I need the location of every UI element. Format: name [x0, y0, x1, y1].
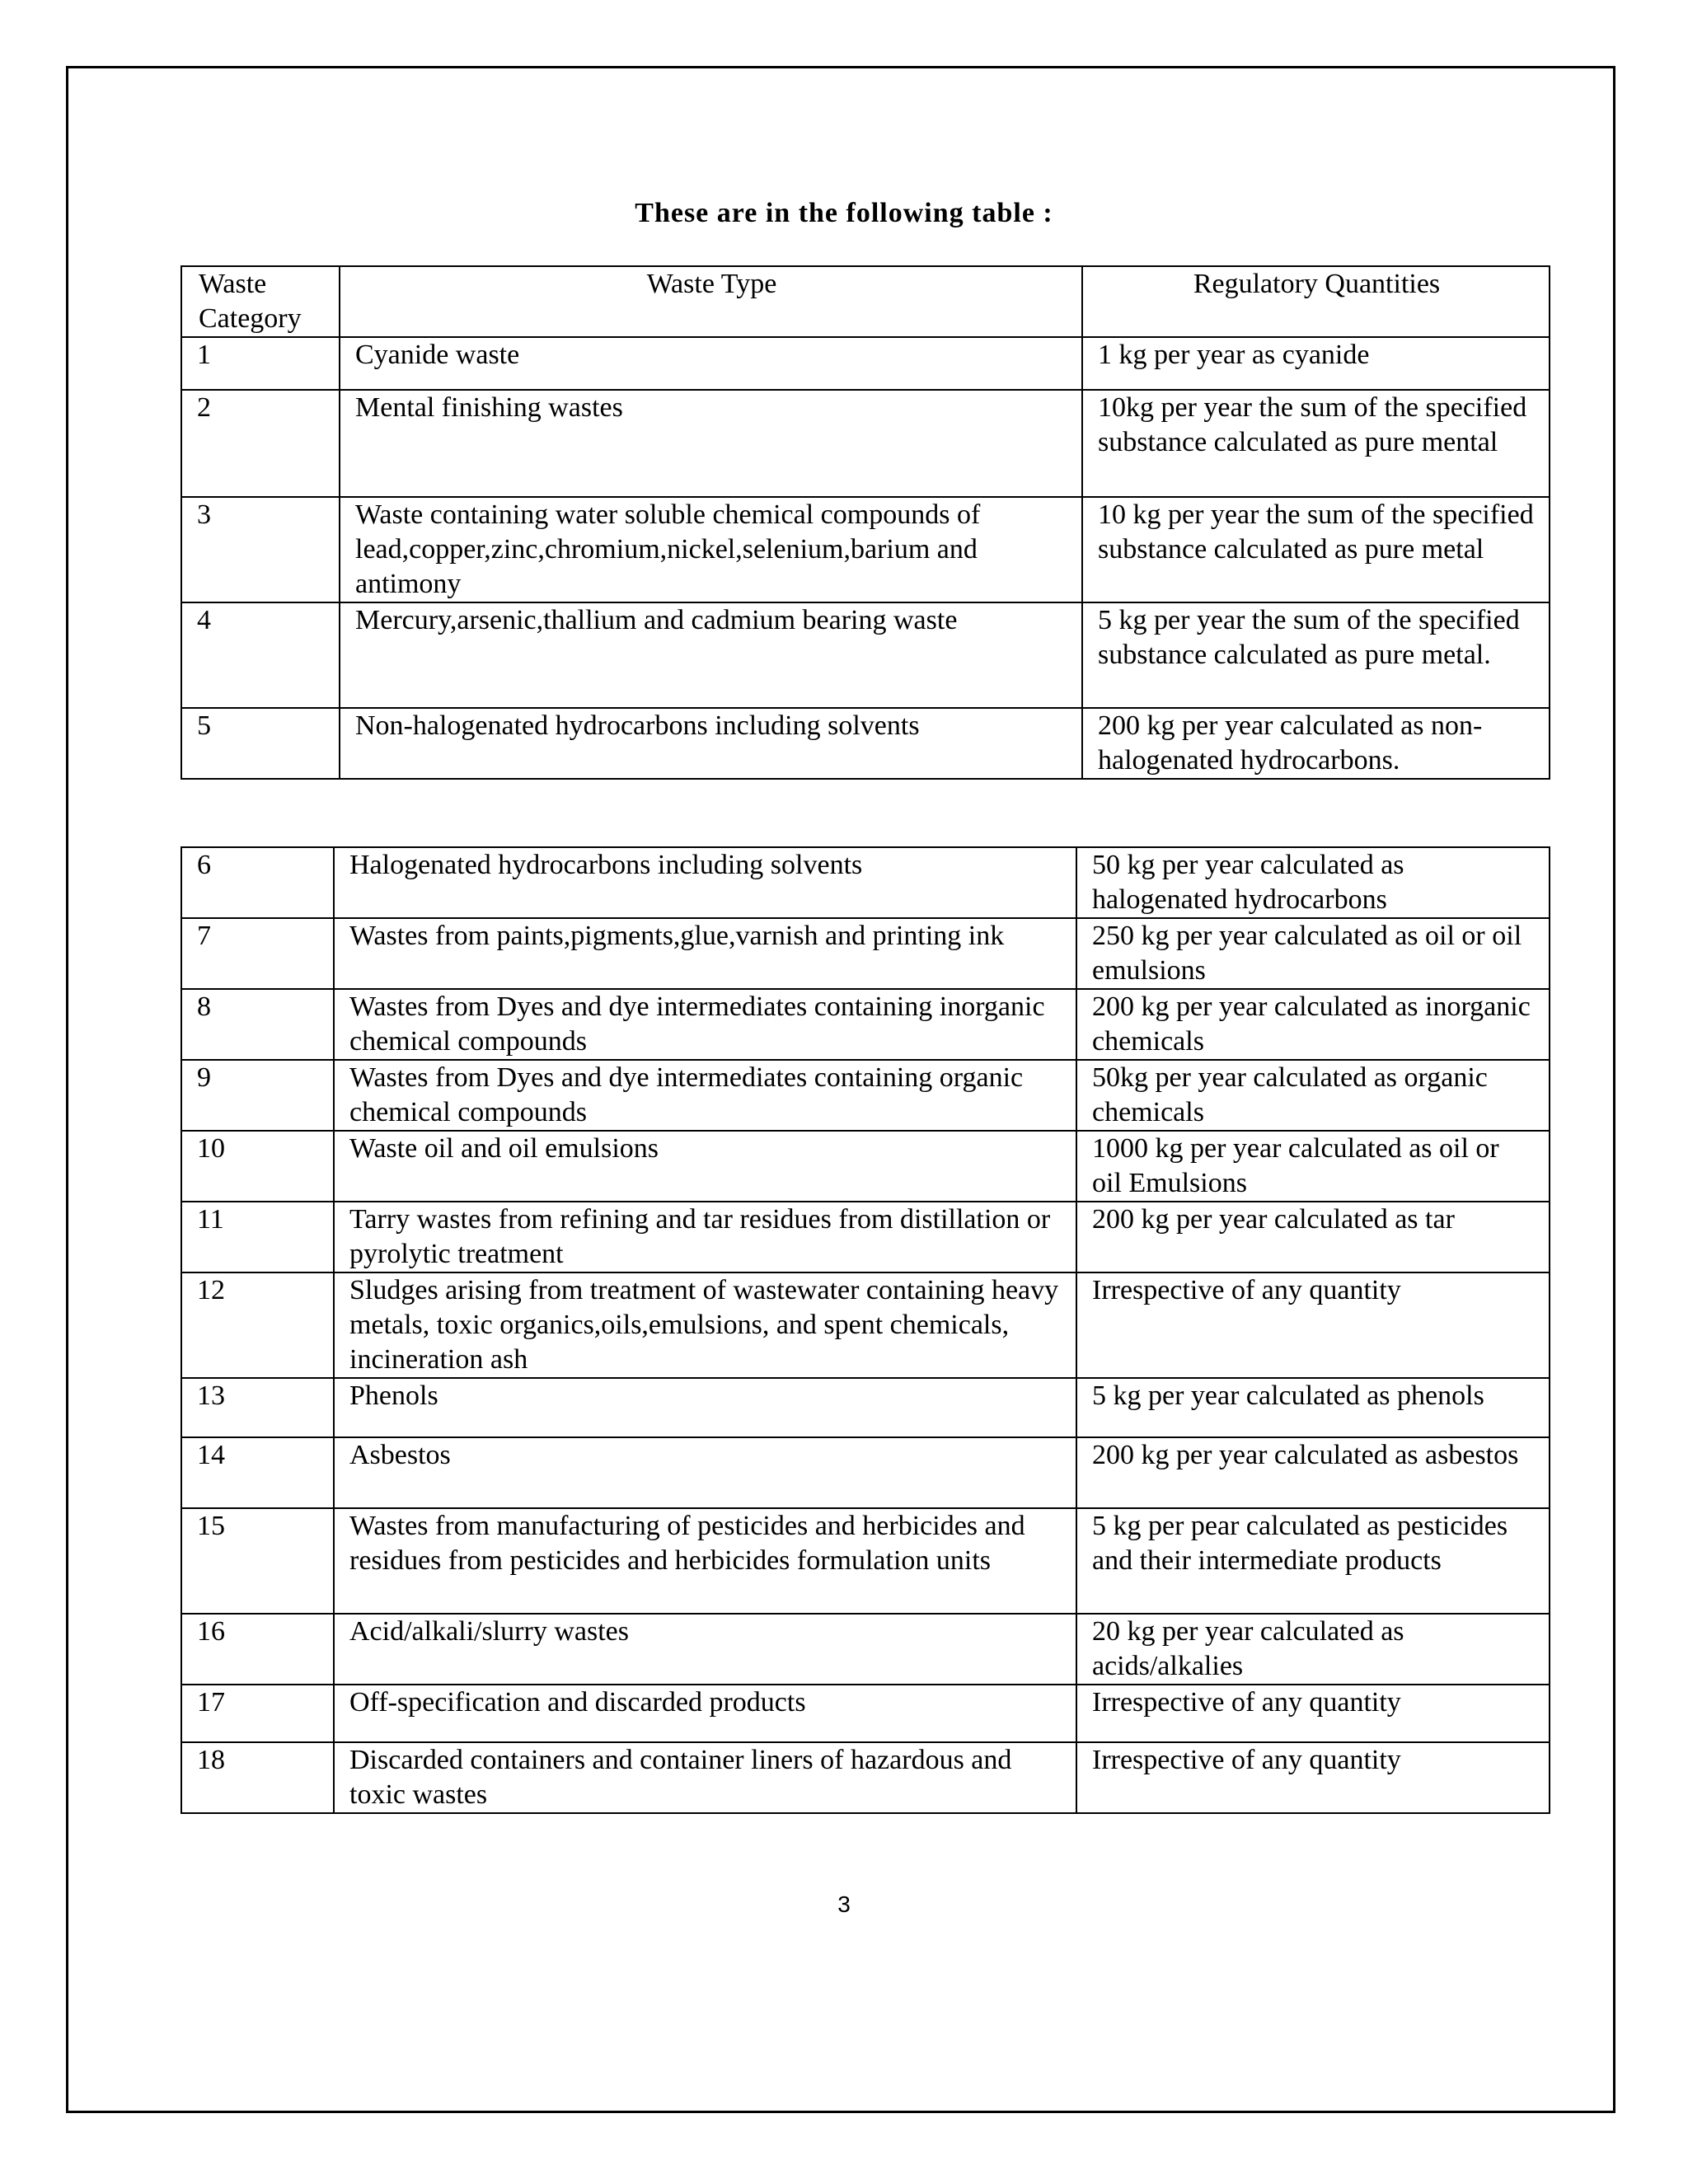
table-row — [181, 1131, 1550, 1202]
table-row — [181, 1437, 1550, 1508]
category-cell: 6 — [181, 847, 334, 918]
table-row — [181, 1060, 1550, 1131]
category-cell: 17 — [181, 1685, 334, 1742]
waste-type-cell: Mental finishing wastes — [340, 390, 1082, 497]
table-row — [181, 1202, 1550, 1272]
quantity-cell: 50 kg per year calculated as halogenated hydrocarbons — [1076, 847, 1550, 918]
category-cell: 13 — [181, 1378, 334, 1437]
page-number: 3 — [837, 1891, 851, 1917]
waste-type-cell: Phenols — [334, 1378, 1076, 1437]
waste-type-cell: Discarded containers and container liners of hazardous and toxic wastes — [334, 1742, 1076, 1813]
category-cell: 5 — [181, 708, 340, 779]
quantity-cell: 1 kg per year as cyanide — [1082, 337, 1550, 390]
quantity-cell: 5 kg per pear calculated as pesticides and their intermediate products — [1076, 1508, 1550, 1614]
waste-type-cell: Sludges arising from treatment of wastewater containing heavy metals, toxic organics,oils,emulsions, and spent chemicals, incineration ash — [334, 1272, 1076, 1378]
table-header-row — [181, 266, 1550, 337]
quantity-cell: Irrespective of any quantity — [1076, 1272, 1550, 1378]
waste-type-cell: Halogenated hydrocarbons including solvents — [334, 847, 1076, 918]
table-row — [181, 390, 1550, 497]
category-cell: 3 — [181, 497, 340, 602]
waste-type-cell: Mercury,arsenic,thallium and cadmium bearing waste — [340, 602, 1082, 708]
header-waste-type: Waste Type — [340, 266, 1082, 337]
waste-type-cell: Non-halogenated hydrocarbons including solvents — [340, 708, 1082, 779]
header-waste-category: Waste Category — [181, 266, 340, 337]
table-row — [181, 1378, 1550, 1437]
category-cell: 9 — [181, 1060, 334, 1131]
waste-type-cell: Tarry wastes from refining and tar residues from distillation or pyrolytic treatment — [334, 1202, 1076, 1272]
quantity-cell: 1000 kg per year calculated as oil or oil Emulsions — [1076, 1131, 1550, 1202]
table-row — [181, 1742, 1550, 1813]
table-row — [181, 918, 1550, 989]
waste-table-part-1 — [181, 265, 1550, 780]
category-cell: 18 — [181, 1742, 334, 1813]
quantity-cell: 50kg per year calculated as organic chemicals — [1076, 1060, 1550, 1131]
category-cell: 4 — [181, 602, 340, 708]
quantity-cell: 5 kg per year calculated as phenols — [1076, 1378, 1550, 1437]
table-row — [181, 602, 1550, 708]
category-cell: 1 — [181, 337, 340, 390]
quantity-cell: 200 kg per year calculated as asbestos — [1076, 1437, 1550, 1508]
waste-type-cell: Cyanide waste — [340, 337, 1082, 390]
quantity-cell: Irrespective of any quantity — [1076, 1685, 1550, 1742]
table-row — [181, 337, 1550, 390]
category-cell: 15 — [181, 1508, 334, 1614]
category-cell: 7 — [181, 918, 334, 989]
waste-type-cell: Asbestos — [334, 1437, 1076, 1508]
quantity-cell: 200 kg per year calculated as tar — [1076, 1202, 1550, 1272]
quantity-cell: 200 kg per year calculated as inorganic chemicals — [1076, 989, 1550, 1060]
table-row — [181, 708, 1550, 779]
category-cell: 2 — [181, 390, 340, 497]
category-cell: 10 — [181, 1131, 334, 1202]
waste-type-cell: Waste oil and oil emulsions — [334, 1131, 1076, 1202]
table-row — [181, 847, 1550, 918]
waste-type-cell: Wastes from manufacturing of pesticides and herbicides and residues from pesticides and herbicides formulation units — [334, 1508, 1076, 1614]
waste-table-part-2 — [181, 846, 1550, 1814]
table-heading: These are in the following table : — [635, 198, 1053, 228]
table-row — [181, 497, 1550, 602]
table-row — [181, 1272, 1550, 1378]
table-row — [181, 989, 1550, 1060]
waste-type-cell: Acid/alkali/slurry wastes — [334, 1614, 1076, 1685]
category-cell: 11 — [181, 1202, 334, 1272]
quantity-cell: Irrespective of any quantity — [1076, 1742, 1550, 1813]
category-cell: 8 — [181, 989, 334, 1060]
quantity-cell: 200 kg per year calculated as non-halogenated hydrocarbons. — [1082, 708, 1550, 779]
table-row — [181, 1685, 1550, 1742]
quantity-cell: 10kg per year the sum of the specified substance calculated as pure mental — [1082, 390, 1550, 497]
waste-type-cell: Off-specification and discarded products — [334, 1685, 1076, 1742]
header-regulatory-quantities: Regulatory Quantities — [1082, 266, 1550, 337]
category-cell: 14 — [181, 1437, 334, 1508]
waste-type-cell: Waste containing water soluble chemical compounds of lead,copper,zinc,chromium,nickel,selenium,barium and antimony — [340, 497, 1082, 602]
waste-type-cell: Wastes from paints,pigments,glue,varnish and printing ink — [334, 918, 1076, 989]
quantity-cell: 5 kg per year the sum of the specified substance calculated as pure metal. — [1082, 602, 1550, 708]
waste-type-cell: Wastes from Dyes and dye intermediates containing organic chemical compounds — [334, 1060, 1076, 1131]
table-row — [181, 1614, 1550, 1685]
quantity-cell: 20 kg per year calculated as acids/alkalies — [1076, 1614, 1550, 1685]
quantity-cell: 10 kg per year the sum of the specified substance calculated as pure metal — [1082, 497, 1550, 602]
category-cell: 16 — [181, 1614, 334, 1685]
table-row — [181, 1508, 1550, 1614]
waste-type-cell: Wastes from Dyes and dye intermediates containing inorganic chemical compounds — [334, 989, 1076, 1060]
category-cell: 12 — [181, 1272, 334, 1378]
quantity-cell: 250 kg per year calculated as oil or oil emulsions — [1076, 918, 1550, 989]
